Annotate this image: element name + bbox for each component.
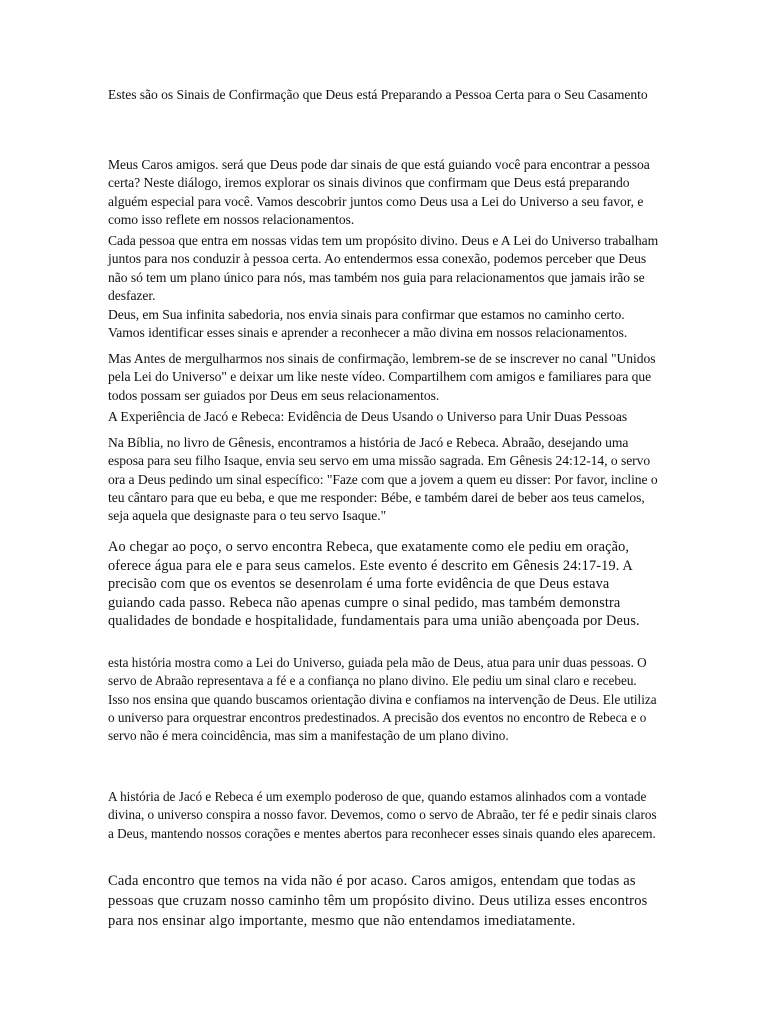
paragraph-purpose: Cada pessoa que entra em nossas vidas tem um propósito divino. Deus e A Lei do Universo trabalham juntos para nos conduzir à pessoa certa. Ao entendermos essa conexão, podemos perceber que Deus não só tem um plano único para nós, mas também nos guia para relacionamentos que jamais irão se desfazer. [108, 233, 659, 303]
paragraph-subscribe: Mas Antes de mergulharmos nos sinais de confirmação, lembrem-se de se inscrever no canal "Unidos pela Lei do Universo" e deixar um like neste vídeo. Compartilhem com amigos e familiares para que todos possam ser guiados por Deus em seus relacionamentos. [108, 351, 656, 403]
paragraph-intro: Meus Caros amigos. será que Deus pode dar sinais de que está guiando você para encontrar a pessoa certa? Neste diálogo, iremos explorar os sinais divinos que confirmam que Deus está preparando alguém especial para você. Vamos descobrir juntos como Deus usa a Lei do Universo a seu favor, e como isso reflete em nossos relacionamentos. [108, 157, 650, 227]
section-heading-jaco-rebeca: A Experiência de Jacó e Rebeca: Evidência de Deus Usando o Universo para Unir Duas Pessoas [108, 409, 628, 424]
paragraph-genesis: Na Bíblia, no livro de Gênesis, encontramos a história de Jacó e Rebeca. Abraão, desejando uma esposa para seu filho Isaque, envia seu servo em uma missão sagrada. Em Gênesis 24:12-14, o servo ora a Deus pedindo um sinal específico: "Faze com que a jovem a quem eu disser: Por favor, incline o teu cântaro para que eu beba, e que me responder: Bébe, e também darei de beber aos teus camelos, seja aquela que designaste para o teu servo Isaque." [108, 435, 658, 524]
paragraph-well: Ao chegar ao poço, o servo encontra Rebeca, que exatamente como ele pediu em oração, oferece água para ele e para seus camelos. Este evento é descrito em Gênesis 24:17-19. A precisão com que os eventos se desenrolam é uma forte evidência de que Deus estava guiando cada passo. Rebeca não apenas cumpre o sinal pedido, mas também demonstra qualidades de bondade e hospitalidade, fundamentais para uma união abençoada por Deus. [108, 539, 640, 630]
paragraph-law-universe: esta história mostra como a Lei do Universo, guiada pela mão de Deus, atua para unir duas pessoas. O servo de Abraão representava a fé e a confiança no plano divino. Ele pediu um sinal claro e recebeu. Isso nos ensina que quando buscamos orientação divina e confiamos na intervenção de Deus. Ele utiliza o universo para orquestrar encontros predestinados. A precisão dos eventos no encontro de Rebeca e o servo não é mera coincidência, mas sim a manifestação de um plano divino. [108, 655, 657, 744]
paragraph-signs: Deus, em Sua infinita sabedoria, nos envia sinais para confirmar que estamos no caminho certo. Vamos identificar esses sinais e aprender a reconhecer a mão divina em nossos relacionamentos. [108, 307, 628, 341]
paragraph-encounters: Cada encontro que temos na vida não é por acaso. Caros amigos, entendam que todas as pessoas que cruzam nosso caminho têm um propósito divino. Deus utiliza esses encontros para nos ensinar algo importante, mesmo que não entendamos imediatamente. [108, 873, 648, 929]
document-title: Estes são os Sinais de Confirmação que Deus está Preparando a Pessoa Certa para o Seu Casamento [108, 87, 648, 102]
paragraph-example: A história de Jacó e Rebeca é um exemplo poderoso de que, quando estamos alinhados com a vontade divina, o universo conspira a nosso favor. Devemos, como o servo de Abraão, ter fé e pedir sinais claros a Deus, mantendo nossos corações e mentes abertos para reconhecer esses sinais quando eles aparecem. [108, 789, 657, 841]
